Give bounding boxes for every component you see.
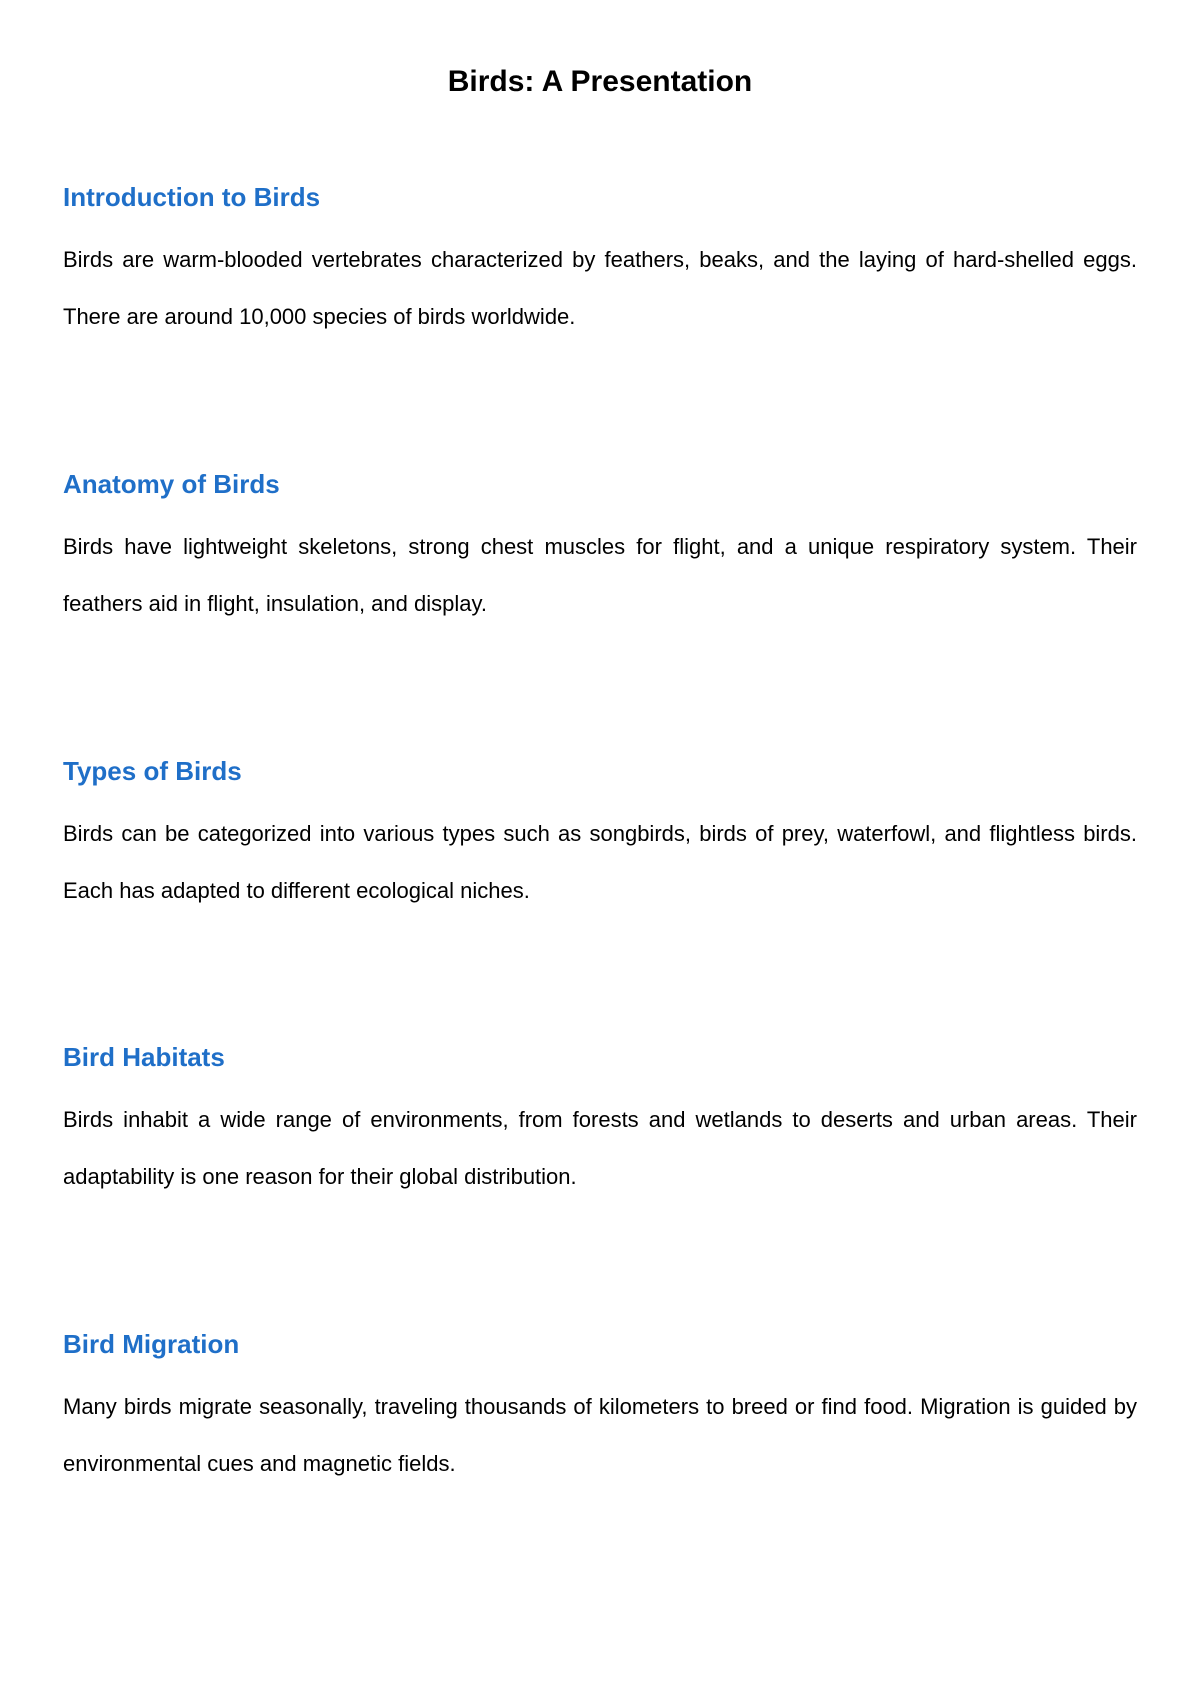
section-introduction — [63, 180, 1137, 345]
section-heading: Types of Birds — [63, 756, 242, 786]
section-body: Many birds migrate seasonally, traveling thousands of kilometers to breed or find food. Migration is guided by environmental cues and magnetic fields. — [63, 1394, 1137, 1476]
section-body: Birds have lightweight skeletons, strong chest muscles for flight, and a unique respiratory system. Their feathers aid in flight, insulation, and display. — [63, 534, 1137, 616]
section-heading: Bird Habitats — [63, 1042, 225, 1072]
page-title: Birds: A Presentation — [447, 65, 753, 98]
section-heading: Introduction to Birds — [63, 182, 321, 212]
section-body: Birds are warm-blooded vertebrates characterized by feathers, beaks, and the laying of hard-shelled eggs. There are around 10,000 species of birds worldwide. — [63, 247, 1137, 329]
section-heading: Bird Migration — [63, 1329, 240, 1359]
section-migration — [63, 1327, 1137, 1492]
section-anatomy — [63, 467, 1137, 632]
section-habitats — [63, 1040, 1137, 1205]
section-body: Birds can be categorized into various types such as songbirds, birds of prey, waterfowl, and flightless birds. Each has adapted to different ecological niches. — [63, 821, 1137, 903]
section-types — [63, 754, 1137, 919]
section-body: Birds inhabit a wide range of environments, from forests and wetlands to deserts and urban areas. Their adaptability is one reason for their global distribution. — [63, 1107, 1137, 1189]
section-heading: Anatomy of Birds — [63, 469, 280, 499]
